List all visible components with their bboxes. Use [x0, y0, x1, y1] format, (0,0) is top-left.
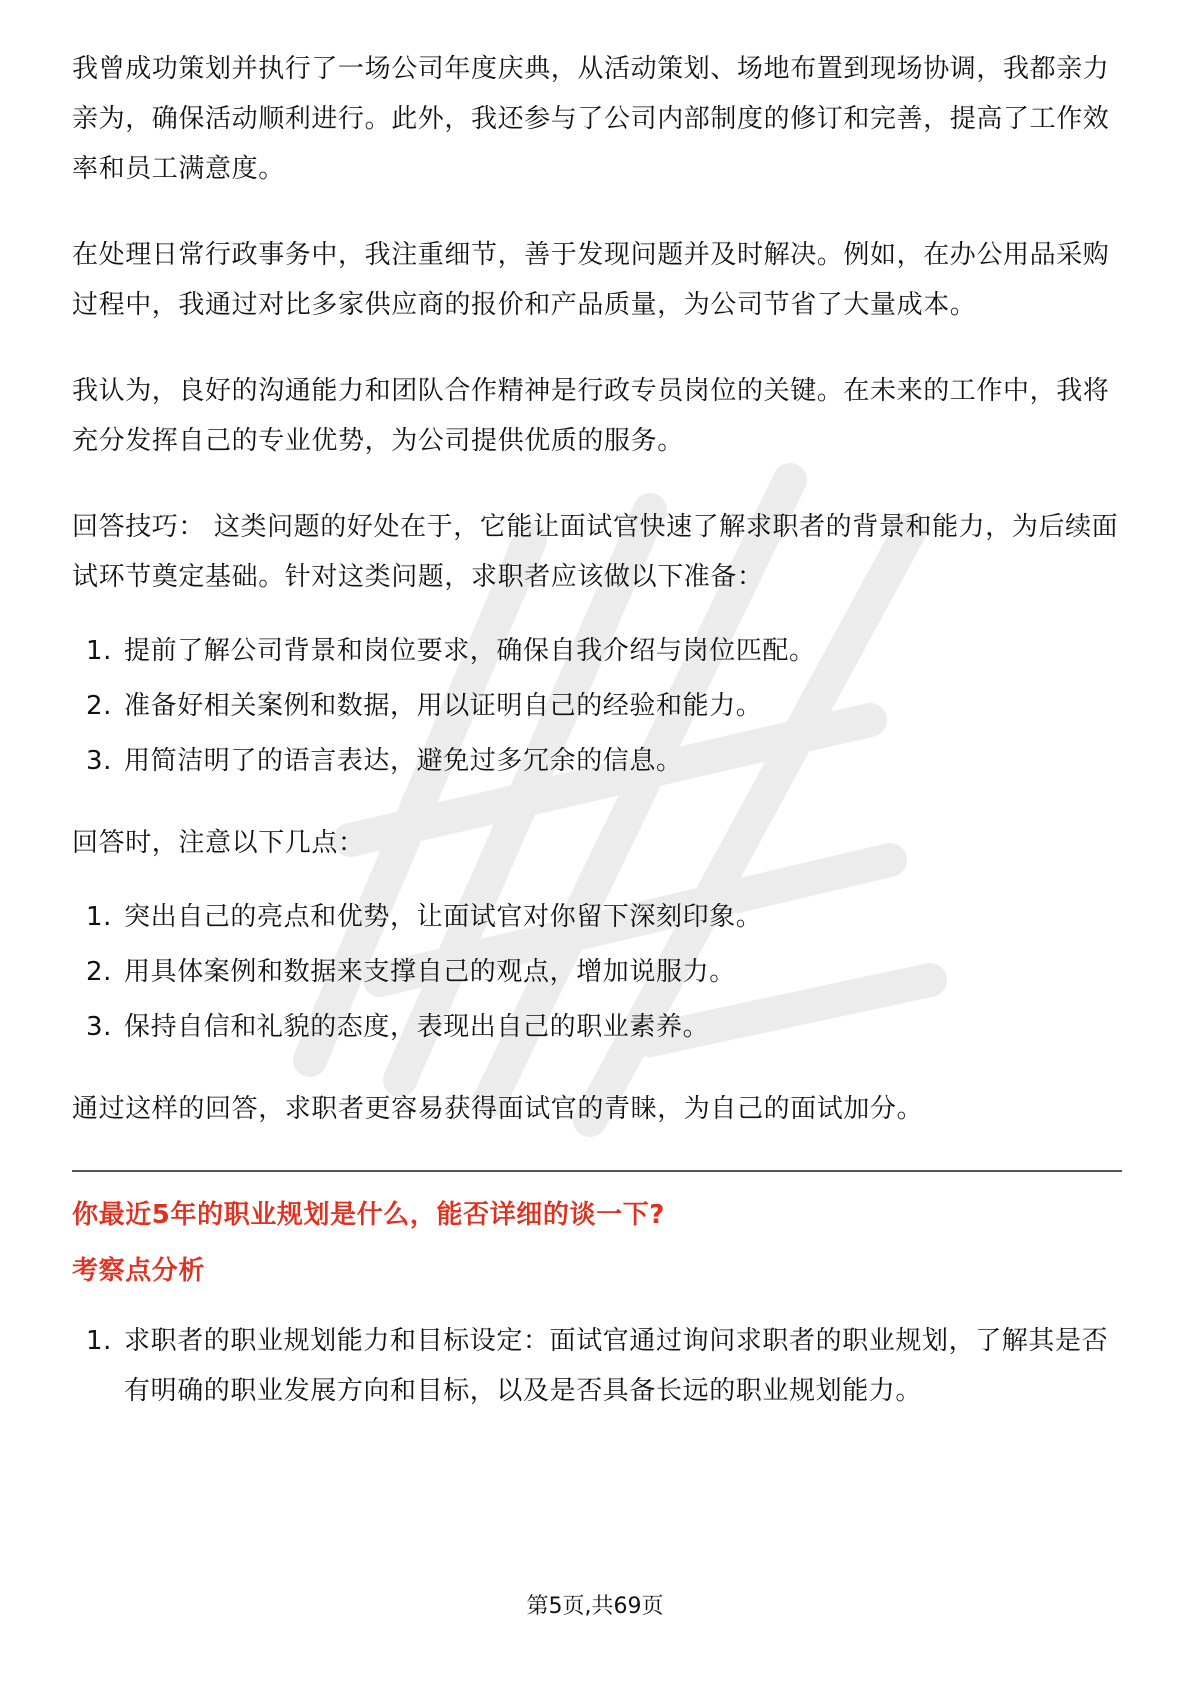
- list-item-text: 保持自信和礼貌的态度，表现出自己的职业素养。: [124, 1012, 710, 1042]
- list-item-number: 1.: [86, 636, 113, 666]
- list-item-number: 1.: [86, 1326, 113, 1356]
- list-item-text: 求职者的职业规划能力和目标设定：面试官通过询问求职者的职业规划，了解其是否有明确的职业发展方向和目标，以及是否具备长远的职业规划能力。: [124, 1326, 1109, 1406]
- list-item-text: 准备好相关案例和数据，用以证明自己的经验和能力。: [124, 691, 763, 721]
- list-item: [72, 736, 1122, 786]
- list-item-number: 3.: [86, 1012, 113, 1042]
- paragraph-conclusion: 通过这样的回答，求职者更容易获得面试官的青睐，为自己的面试加分。: [72, 1094, 924, 1124]
- list-item-number: 3.: [86, 746, 113, 776]
- paragraph-daily-affairs: 在处理日常行政事务中，我注重细节，善于发现问题并及时解决。例如，在办公用品采购过程中，我通过对比多家供应商的报价和产品质量，为公司节省了大量成本。: [72, 240, 1110, 320]
- paragraph-communication: 我认为，良好的沟通能力和团队合作精神是行政专员岗位的关键。在未来的工作中，我将充分发挥自己的专业优势，为公司提供优质的服务。: [72, 376, 1110, 456]
- list-item-number: 2.: [86, 957, 113, 987]
- list-item-number: 2.: [86, 691, 113, 721]
- list-item-number: 1.: [86, 902, 113, 932]
- section-divider: [72, 1170, 1122, 1172]
- document-content: [72, 44, 1122, 1448]
- list-item: [72, 626, 1122, 676]
- list-item-text: 用具体案例和数据来支撑自己的观点，增加说服力。: [124, 957, 736, 987]
- attention-list: [72, 892, 1122, 1052]
- list-item-text: 突出自己的亮点和优势，让面试官对你留下深刻印象。: [124, 902, 763, 932]
- list-item: [72, 681, 1122, 731]
- list-item: [72, 1316, 1122, 1416]
- page-footer: 第5页,共69页: [526, 1594, 664, 1619]
- list-item-text: 用简洁明了的语言表达，避免过多冗余的信息。: [124, 746, 683, 776]
- analysis-subheading: 考察点分析: [72, 1256, 206, 1286]
- list-item-text: 提前了解公司背景和岗位要求，确保自我介绍与岗位匹配。: [124, 636, 816, 666]
- analysis-list: [72, 1316, 1122, 1416]
- list-item: [72, 892, 1122, 942]
- list-item: [72, 1002, 1122, 1052]
- question-heading: 你最近5年的职业规划是什么，能否详细的谈一下?: [72, 1200, 665, 1230]
- paragraph-event-planning: 我曾成功策划并执行了一场公司年度庆典，从活动策划、场地布置到现场协调，我都亲力亲为，确保活动顺利进行。此外，我还参与了公司内部制度的修订和完善，提高了工作效率和员工满意度。: [72, 54, 1110, 184]
- list-item: [72, 947, 1122, 997]
- paragraph-attention-points: 回答时，注意以下几点：: [72, 828, 365, 858]
- preparation-list: [72, 626, 1122, 786]
- paragraph-answer-tips: 回答技巧： 这类问题的好处在于，它能让面试官快速了解求职者的背景和能力，为后续面试环节奠定基础。针对这类问题，求职者应该做以下准备：: [72, 512, 1119, 592]
